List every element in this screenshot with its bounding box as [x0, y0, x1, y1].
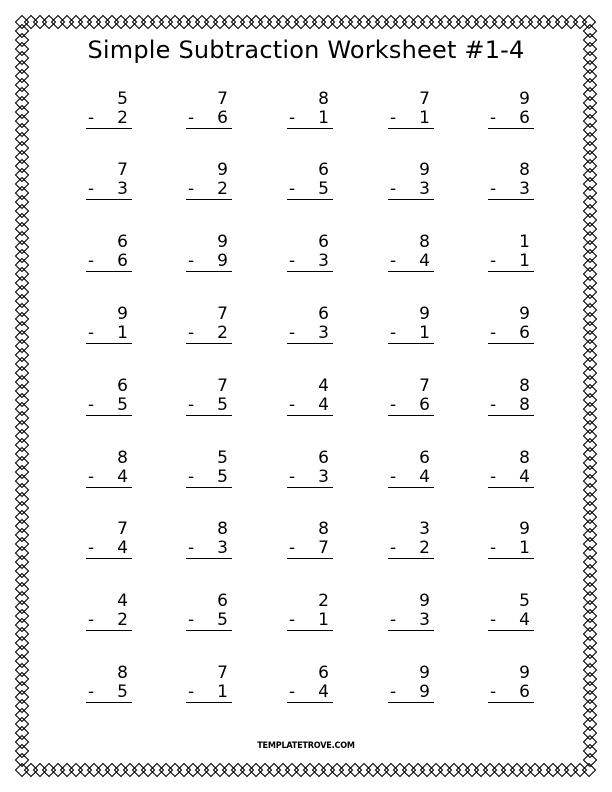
minus-sign: -: [188, 395, 195, 415]
subtraction-problem: [86, 664, 132, 704]
minuend: 7: [419, 376, 430, 396]
minus-sign: -: [490, 610, 497, 630]
answer-line: [186, 487, 232, 488]
subtrahend: 1: [318, 610, 329, 630]
subtrahend: 5: [217, 610, 228, 630]
answer-line: [287, 630, 333, 631]
minuend: 7: [419, 89, 430, 109]
subtrahend: 7: [318, 538, 329, 558]
answer-line: [287, 128, 333, 129]
minus-sign: -: [289, 467, 296, 487]
minus-sign: -: [289, 323, 296, 343]
minuend: 9: [519, 89, 530, 109]
minuend: 7: [217, 663, 228, 683]
minuend: 9: [519, 663, 530, 683]
subtraction-problem: [488, 592, 534, 632]
answer-line: [388, 199, 434, 200]
subtrahend: 1: [217, 682, 228, 702]
answer-line: [488, 199, 534, 200]
subtrahend: 9: [419, 682, 430, 702]
subtrahend: 5: [217, 467, 228, 487]
subtraction-problem: [186, 592, 232, 632]
footer-site-credit: TEMPLATETROVE.COM: [257, 741, 355, 751]
minuend: 6: [318, 160, 329, 180]
minus-sign: -: [289, 682, 296, 702]
minuend: 7: [117, 519, 128, 539]
minuend: 7: [217, 89, 228, 109]
answer-line: [488, 343, 534, 344]
minus-sign: -: [88, 179, 95, 199]
minuend: 5: [117, 89, 128, 109]
subtrahend: 4: [419, 251, 430, 271]
minuend: 8: [117, 663, 128, 683]
minuend: 5: [217, 448, 228, 468]
minuend: 6: [217, 591, 228, 611]
subtrahend: 2: [217, 323, 228, 343]
minus-sign: -: [88, 323, 95, 343]
subtraction-problem: [488, 305, 534, 345]
minuend: 7: [217, 304, 228, 324]
answer-line: [186, 702, 232, 703]
answer-line: [86, 630, 132, 631]
minuend: 9: [117, 304, 128, 324]
subtrahend: 4: [117, 467, 128, 487]
minus-sign: -: [289, 395, 296, 415]
minuend: 5: [519, 591, 530, 611]
minus-sign: -: [390, 538, 397, 558]
minus-sign: -: [490, 538, 497, 558]
minus-sign: -: [188, 251, 195, 271]
answer-line: [287, 487, 333, 488]
subtrahend: 2: [117, 108, 128, 128]
subtrahend: 3: [419, 179, 430, 199]
answer-line: [287, 558, 333, 559]
minus-sign: -: [490, 108, 497, 128]
subtrahend: 2: [217, 179, 228, 199]
minuend: 8: [419, 232, 430, 252]
minuend: 6: [117, 232, 128, 252]
subtraction-problem: [86, 90, 132, 130]
minus-sign: -: [289, 251, 296, 271]
answer-line: [86, 343, 132, 344]
minus-sign: -: [88, 467, 95, 487]
minuend: 9: [419, 304, 430, 324]
answer-line: [388, 415, 434, 416]
minuend: 9: [419, 160, 430, 180]
subtrahend: 3: [318, 467, 329, 487]
subtraction-problem: [287, 449, 333, 489]
minuend: 9: [519, 519, 530, 539]
subtrahend: 6: [519, 108, 530, 128]
answer-line: [86, 702, 132, 703]
minus-sign: -: [188, 682, 195, 702]
page-title: Simple Subtraction Worksheet #1-4: [87, 36, 525, 64]
answer-line: [388, 128, 434, 129]
minuend: 9: [217, 232, 228, 252]
minuend: 8: [519, 376, 530, 396]
subtraction-problem: [488, 90, 534, 130]
subtraction-problem: [488, 520, 534, 560]
answer-line: [86, 128, 132, 129]
answer-line: [488, 487, 534, 488]
subtrahend: 6: [419, 395, 430, 415]
subtrahend: 1: [318, 108, 329, 128]
subtraction-problem: [186, 520, 232, 560]
subtraction-problem: [86, 377, 132, 417]
subtraction-problem: [388, 520, 434, 560]
subtrahend: 1: [519, 538, 530, 558]
minus-sign: -: [390, 682, 397, 702]
subtrahend: 4: [117, 538, 128, 558]
minus-sign: -: [188, 538, 195, 558]
subtrahend: 1: [117, 323, 128, 343]
minus-sign: -: [390, 323, 397, 343]
subtraction-problem: [287, 161, 333, 201]
subtraction-problem: [388, 305, 434, 345]
subtrahend: 3: [217, 538, 228, 558]
subtraction-problem: [287, 90, 333, 130]
minus-sign: -: [390, 179, 397, 199]
subtrahend: 2: [117, 610, 128, 630]
minuend: 9: [217, 160, 228, 180]
subtraction-problem: [86, 520, 132, 560]
minus-sign: -: [88, 538, 95, 558]
subtraction-problem: [287, 520, 333, 560]
answer-line: [186, 415, 232, 416]
answer-line: [86, 271, 132, 272]
subtraction-problem: [86, 449, 132, 489]
minuend: 7: [117, 160, 128, 180]
subtrahend: 4: [318, 395, 329, 415]
subtraction-problem: [287, 664, 333, 704]
minus-sign: -: [289, 610, 296, 630]
subtrahend: 2: [419, 538, 430, 558]
minus-sign: -: [188, 179, 195, 199]
subtraction-problem: [287, 592, 333, 632]
subtrahend: 3: [419, 610, 430, 630]
minuend: 8: [519, 160, 530, 180]
answer-line: [388, 487, 434, 488]
minuend: 8: [519, 448, 530, 468]
subtraction-problem: [388, 449, 434, 489]
subtraction-problem: [388, 664, 434, 704]
minuend: 6: [318, 663, 329, 683]
answer-line: [186, 558, 232, 559]
answer-line: [287, 199, 333, 200]
answer-line: [287, 702, 333, 703]
minuend: 6: [318, 448, 329, 468]
minus-sign: -: [289, 179, 296, 199]
answer-line: [388, 343, 434, 344]
subtraction-problem: [86, 161, 132, 201]
subtraction-problem: [287, 305, 333, 345]
subtrahend: 5: [217, 395, 228, 415]
minus-sign: -: [289, 538, 296, 558]
subtrahend: 5: [117, 682, 128, 702]
minus-sign: -: [188, 108, 195, 128]
subtraction-problem: [86, 305, 132, 345]
answer-line: [186, 343, 232, 344]
answer-line: [186, 630, 232, 631]
answer-line: [388, 558, 434, 559]
subtraction-problem: [488, 664, 534, 704]
subtraction-problem: [186, 90, 232, 130]
answer-line: [86, 199, 132, 200]
answer-line: [287, 343, 333, 344]
subtrahend: 6: [117, 251, 128, 271]
answer-line: [388, 630, 434, 631]
minuend: 7: [217, 376, 228, 396]
minus-sign: -: [490, 323, 497, 343]
subtrahend: 4: [519, 610, 530, 630]
minuend: 4: [318, 376, 329, 396]
minuend: 6: [419, 448, 430, 468]
minus-sign: -: [490, 179, 497, 199]
minuend: 8: [217, 519, 228, 539]
subtraction-problem: [186, 377, 232, 417]
minuend: 9: [519, 304, 530, 324]
subtrahend: 1: [419, 108, 430, 128]
answer-line: [488, 415, 534, 416]
subtrahend: 3: [318, 323, 329, 343]
answer-line: [388, 271, 434, 272]
subtraction-problem: [388, 161, 434, 201]
subtraction-problem: [388, 592, 434, 632]
minuend: 6: [318, 232, 329, 252]
subtraction-problem: [186, 161, 232, 201]
answer-line: [488, 558, 534, 559]
subtraction-problem: [488, 449, 534, 489]
answer-line: [488, 630, 534, 631]
minus-sign: -: [490, 682, 497, 702]
subtrahend: 6: [217, 108, 228, 128]
answer-line: [86, 487, 132, 488]
minus-sign: -: [490, 251, 497, 271]
minus-sign: -: [88, 682, 95, 702]
subtrahend: 1: [419, 323, 430, 343]
subtraction-problem: [186, 233, 232, 273]
minuend: 4: [117, 591, 128, 611]
minus-sign: -: [289, 108, 296, 128]
answer-line: [186, 199, 232, 200]
minus-sign: -: [390, 108, 397, 128]
minuend: 8: [318, 89, 329, 109]
answer-line: [287, 271, 333, 272]
minuend: 6: [318, 304, 329, 324]
subtraction-problem: [86, 233, 132, 273]
answer-line: [86, 558, 132, 559]
answer-line: [287, 415, 333, 416]
minus-sign: -: [188, 610, 195, 630]
minus-sign: -: [188, 467, 195, 487]
subtrahend: 3: [519, 179, 530, 199]
minuend: 9: [419, 663, 430, 683]
minus-sign: -: [390, 395, 397, 415]
subtrahend: 6: [519, 323, 530, 343]
subtraction-problem: [488, 233, 534, 273]
subtrahend: 6: [519, 682, 530, 702]
subtrahend: 1: [519, 251, 530, 271]
minuend: 2: [318, 591, 329, 611]
minus-sign: -: [88, 108, 95, 128]
subtrahend: 3: [318, 251, 329, 271]
minus-sign: -: [88, 251, 95, 271]
subtraction-problem: [488, 377, 534, 417]
minuend: 9: [419, 591, 430, 611]
minuend: 1: [519, 232, 530, 252]
subtrahend: 3: [117, 179, 128, 199]
minuend: 8: [318, 519, 329, 539]
subtraction-problem: [388, 233, 434, 273]
subtraction-problem: [186, 449, 232, 489]
subtrahend: 4: [318, 682, 329, 702]
minus-sign: -: [390, 610, 397, 630]
subtraction-problem: [287, 233, 333, 273]
minus-sign: -: [188, 323, 195, 343]
minus-sign: -: [390, 251, 397, 271]
subtraction-problem: [86, 592, 132, 632]
subtrahend: 9: [217, 251, 228, 271]
answer-line: [186, 128, 232, 129]
minus-sign: -: [490, 395, 497, 415]
subtraction-problem: [388, 90, 434, 130]
minus-sign: -: [390, 467, 397, 487]
minus-sign: -: [490, 467, 497, 487]
minuend: 6: [117, 376, 128, 396]
minuend: 8: [117, 448, 128, 468]
minuend: 3: [419, 519, 430, 539]
subtraction-problem: [388, 377, 434, 417]
answer-line: [488, 128, 534, 129]
subtraction-problem: [186, 664, 232, 704]
subtrahend: 5: [318, 179, 329, 199]
subtrahend: 8: [519, 395, 530, 415]
subtrahend: 4: [419, 467, 430, 487]
minus-sign: -: [88, 610, 95, 630]
answer-line: [388, 702, 434, 703]
answer-line: [488, 702, 534, 703]
answer-line: [86, 415, 132, 416]
answer-line: [488, 271, 534, 272]
subtrahend: 4: [519, 467, 530, 487]
subtraction-problem: [488, 161, 534, 201]
subtraction-problem: [287, 377, 333, 417]
subtrahend: 5: [117, 395, 128, 415]
subtraction-problem: [186, 305, 232, 345]
minus-sign: -: [88, 395, 95, 415]
answer-line: [186, 271, 232, 272]
